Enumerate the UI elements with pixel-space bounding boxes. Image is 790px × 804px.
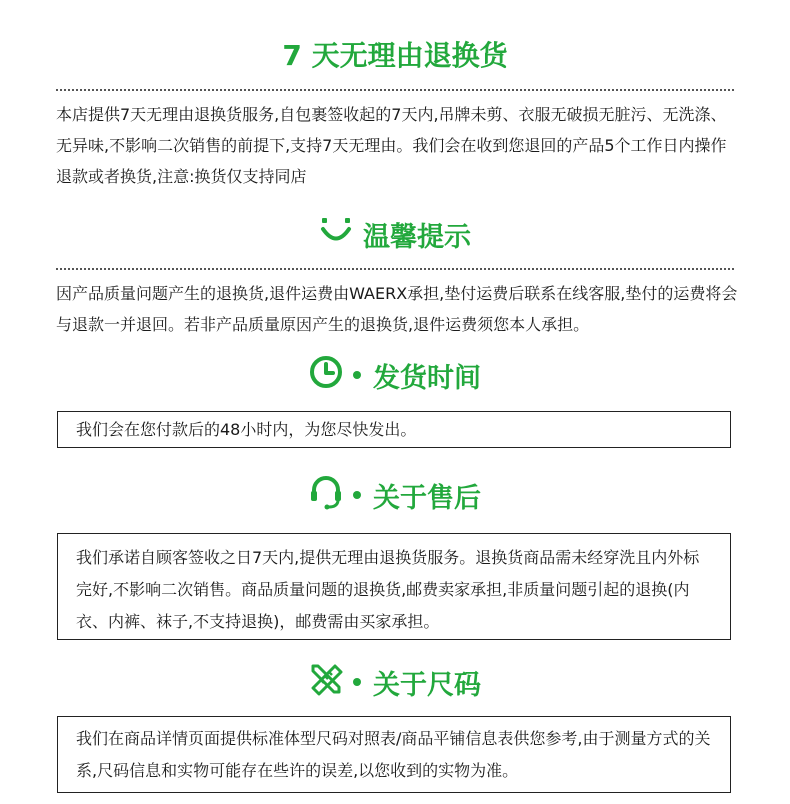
after-sales-heading [0,475,790,515]
clock-icon [309,355,343,396]
return-policy-title: 7 天无理由退换货 [282,39,508,72]
sizing-box [57,716,731,793]
reminder-title: 温馨提示 [363,221,471,253]
reminder-text: 因产品质量问题产生的退换货,退件运费由WAERX承担,垫付运费后联系在线客服,垫付的运费将会与退款一并退回。若非产品质量原因产生的退换货,退件运费须您本人承担。 [56,284,738,334]
divider [56,89,734,91]
ruler-pencil-icon [309,662,343,703]
sizing-title: 关于尺码 [373,669,481,701]
shipping-heading [0,355,790,395]
after-sales-box [57,533,731,640]
smile-icon [319,216,353,253]
bullet-dot [353,678,361,686]
shipping-title: 发货时间 [373,362,481,394]
after-sales-text: 我们承诺自顾客签收之日7天内,提供无理由退换货服务。退换货商品需未经穿洗且内外标完好,不影响二次销售。商品质量问题的退换货,邮费卖家承担,非质量问题引起的退换(内衣、内裤、袜子,不支持退换)，邮费需由买家承担。 [76,548,700,631]
reminder-heading [0,214,790,254]
after-sales-title: 关于售后 [373,482,481,514]
sizing-text: 我们在商品详情页面提供标准体型尺码对照表/商品平铺信息表供您参考,由于测量方式的关系,尺码信息和实物可能存在些许的误差,以您收到的实物为准。 [76,729,711,780]
divider [56,268,734,270]
shipping-box [57,411,731,448]
bullet-dot [353,491,361,499]
headset-icon [309,474,343,517]
sizing-heading [0,662,790,702]
shipping-text: 我们会在您付款后的48小时内，为您尽快发出。 [76,420,417,439]
bullet-dot [353,371,361,379]
return-policy-text: 本店提供7天无理由退换货服务,自包裹签收起的7天内,吊牌未剪、衣服无破损无脏污、无洗涤、无异味,不影响二次销售的前提下,支持7天无理由。我们会在收到您退回的产品5个工作日内操作退款或者换货,注意:换货仅支持同店 [56,105,727,186]
